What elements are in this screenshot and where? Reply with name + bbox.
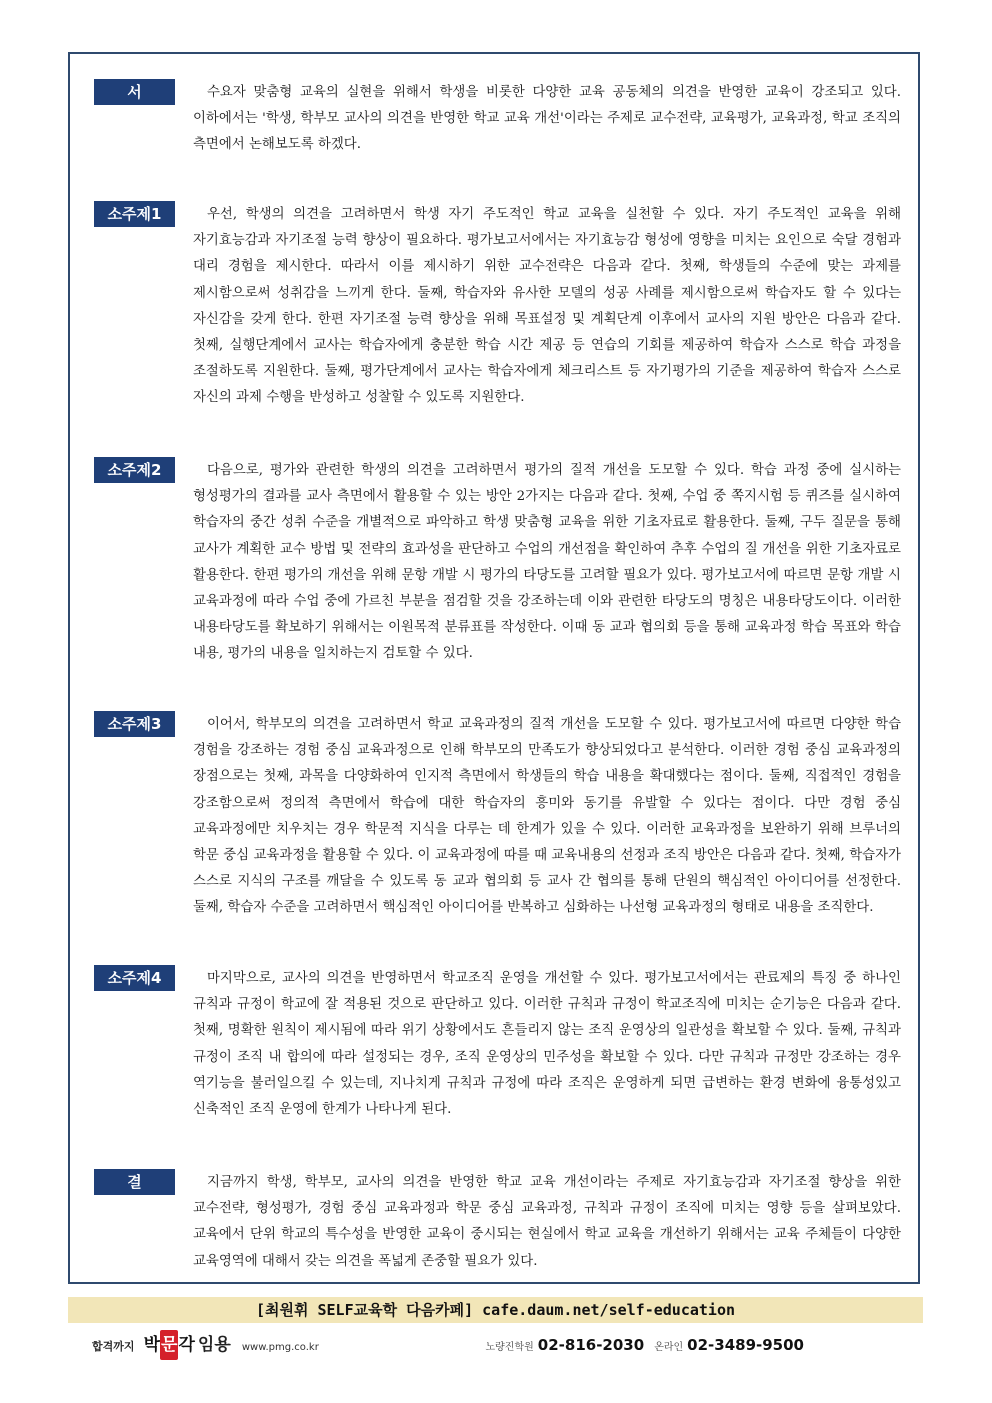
contact-label-academy: 노량진학원 <box>485 1342 534 1353</box>
section-text-subtopic-4: 마지막으로, 교사의 의견을 반영하면서 학교조직 운영을 개선할 수 있다. 평가보고서에서는 관료제의 특징 중 하나인 규칙과 규정이 학교에 잘 적용된 것으로 판단하고 있다. 이러한 규칙과 규정이 학교조직에 미치는 순기능은 다음과 같다. 첫째, 명확한 원칙이 제시됨에 따라 위기 상황에서도 흔들리지 않는 조직 운영상의 일관성을 확보할 수 있다. 둘째, 규칙과 규정이 조직 내 합의에 따라 설정되는 경우, 조직 운영상의 민주성을 확보할 수 있다. 다만 규칙과 규정만 강조하는 경우 역기능을 불러일으킬 수 있는데, 지나치게 규칙과 규정에 따라 조직은 운영하게 되면 급변하는 환경 변화에 융통성있고 신축적인 조직 운영에 한계가 나타나게 된다. <box>193 971 901 1118</box>
brand-name <box>144 1335 231 1355</box>
contact-number-online: 02-3489-9500 <box>687 1336 804 1354</box>
contact-info <box>485 1330 814 1360</box>
brand-name-highlight: 문 <box>160 1330 178 1360</box>
content-frame <box>68 52 920 1284</box>
section-badge-introduction: 서 론 <box>94 79 175 105</box>
section-badge-subtopic-1: 소주제1 <box>94 201 175 227</box>
section-badge-subtopic-4: 소주제4 <box>94 965 175 991</box>
section-badge-subtopic-2: 소주제2 <box>94 457 175 483</box>
brand-name-part-1: 박 <box>143 1335 161 1355</box>
brand-tagline: 합격까지 <box>92 1340 135 1353</box>
brand-logo[interactable] <box>92 1330 319 1360</box>
section-text-subtopic-2: 다음으로, 평가와 관련한 학생의 의견을 고려하면서 평가의 질적 개선을 도모할 수 있다. 학습 과정 중에 실시하는 형성평가의 결과를 교사 측면에서 활용할 수 있는 방안 2가지는 다음과 같다. 첫째, 수업 중 쪽지시험 등 퀴즈를 실시하여 학습자의 중간 성취 수준을 개별적으로 파악하고 학생 맞춤형 교육을 위한 기초자료로 활용한다. 둘째, 구두 질문을 통해 교사가 계획한 교수 방법 및 전략의 효과성을 판단하고 수업의 개선점을 확인하여 추후 수업의 질 개선을 위한 기초자료로 활용한다. 한편 평가의 개선을 위해 문항 개발 시 평가의 타당도를 고려할 필요가 있다. 평가보고서에 따르면 문항 개발 시 교육과정에 따라 수업 중에 가르친 부분을 점검할 것을 강조하는데 이와 관련한 타당도의 명칭은 내용타당도이다. 이러한 내용타당도를 확보하기 위해서는 이원목적 분류표를 작성한다. 이때 동 교과 협의회 등을 통해 교육과정 학습 목표와 학습 내용, 평가의 내용을 일치하는지 검토할 수 있다. <box>193 463 901 662</box>
brand-sub: 임용 <box>197 1335 231 1355</box>
section-text-subtopic-3: 이어서, 학부모의 의견을 고려하면서 학교 교육과정의 질적 개선을 도모할 수 있다. 평가보고서에 따르면 다양한 학습 경험을 강조하는 경험 중심 교육과정으로 인해 학부모의 만족도가 향상되었다고 분석한다. 이러한 경험 중심 교육과정의 장점으로는 첫째, 과목을 다양화하여 인지적 측면에서 학생들의 학습 내용을 확대했다는 점이다. 둘째, 직접적인 경험을 강조함으로써 정의적 측면에서 학습에 대한 학습자의 흥미와 동기를 유발할 수 있다는 점이다. 다만 경험 중심 교육과정에만 치우치는 경우 학문적 지식을 다루는 데 한계가 있을 수 있다. 이러한 교육과정을 보완하기 위해 브루너의 학문 중심 교육과정을 활용할 수 있다. 이 교육과정에 따를 때 교육내용의 선정과 조직 방안은 다음과 같다. 첫째, 학습자가 스스로 지식의 구조를 깨달을 수 있도록 동 교과 협의회 등 교사 간 협의를 통해 단원의 핵심적인 아이디어를 선정한다. 둘째, 학습자 수준을 고려하면서 핵심적인 아이디어를 반복하고 심화하는 나선형 교육과정의 형태로 내용을 조직한다. <box>193 717 901 916</box>
brand-site-link[interactable]: www.pmg.co.kr <box>241 1342 319 1353</box>
section-badge-subtopic-3: 소주제3 <box>94 711 175 737</box>
footer <box>0 1330 992 1360</box>
cafe-banner[interactable]: [최원휘 SELF교육학 다음카페] cafe.daum.net/self-education <box>68 1297 923 1323</box>
brand-name-part-3: 각 <box>178 1335 195 1355</box>
section-text-subtopic-1: 우선, 학생의 의견을 고려하면서 학생 자기 주도적인 학교 교육을 실천할 수 있다. 자기 주도적인 교육을 위해 자기효능감과 자기조절 능력 향상이 필요하다. 평가보고서에서는 자기효능감 형성에 영향을 미치는 요인으로 숙달 경험과 대리 경험을 제시한다. 따라서 이를 제시하기 위한 교수전략은 다음과 같다. 첫째, 학생들의 수준에 맞는 과제를 제시함으로써 성취감을 느끼게 한다. 둘째, 학습자와 유사한 모델의 성공 사례를 제시함으로써 학습자도 할 수 있다는 자신감을 갖게 한다. 한편 자기조절 능력 향상을 위해 목표설정 및 계획단계 이후에서 교사의 지원 방안은 다음과 같다. 첫째, 실행단계에서 교사는 학습자에게 충분한 학습 시간 제공 등 연습의 기회를 제공하여 학습자 스스로 학습 과정을 조절하도록 지원한다. 둘째, 평가단계에서 교사는 학습자에게 체크리스트 등 자기평가의 기준을 제공하여 학습자 스스로 자신의 과제 수행을 반성하고 성찰할 수 있도록 지원한다. <box>193 207 901 406</box>
section-text-introduction: 수요자 맞춤형 교육의 실현을 위해서 학생을 비롯한 다양한 교육 공동체의 의견을 반영한 교육이 강조되고 있다. 이하에서는 '학생, 학부모 교사의 의견을 반영한 학교 교육 개선'이라는 주제로 교수전략, 교육평가, 교육과정, 학교 조직의 측면에서 논해보도록 하겠다. <box>193 85 901 153</box>
section-badge-conclusion: 결 론 <box>94 1169 175 1195</box>
contact-number-academy: 02-816-2030 <box>537 1336 645 1354</box>
contact-label-online: 온라인 <box>654 1342 684 1353</box>
section-text-conclusion: 지금까지 학생, 학부모, 교사의 의견을 반영한 학교 교육 개선이라는 주제로 자기효능감과 자기조절 향상을 위한 교수전략, 형성평가, 경험 중심 교육과정과 학문 중심 교육과정, 규칙과 규정이 조직에 미치는 영향 등을 살펴보았다. 교육에서 단위 학교의 특수성을 반영한 교육이 중시되는 현실에서 학교 교육을 개선하기 위해서는 교육 주체들이 다양한 교육영역에 대해서 갖는 의견을 폭넓게 존중할 필요가 있다. <box>193 1175 901 1269</box>
